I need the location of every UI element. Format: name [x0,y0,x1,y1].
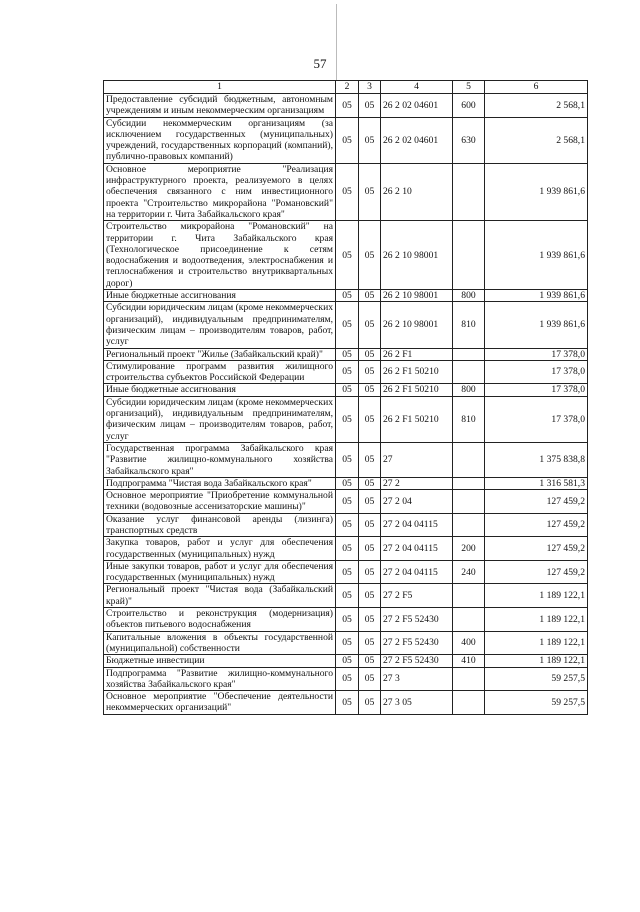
row-expense-type [453,163,485,220]
row-amount: 1 189 122,1 [485,631,588,655]
row-section: 05 [336,667,359,691]
row-expense-type [453,221,485,290]
row-expense-type: 410 [453,655,485,667]
row-name: Строительство микрорайона "Романовский" на территории г. Чита Забайкальского края (Технологическое присоединение к сетям водоснабжения и водоотведения, электроснабжения и теплоснабжения и строительство внутриквартальных дорог) [104,221,336,290]
row-target-article: 27 3 [381,667,453,691]
row-amount: 1 316 581,3 [485,477,588,489]
row-target-article: 26 2 F1 50210 [381,384,453,396]
row-section: 05 [336,655,359,667]
table-row [104,94,588,118]
row-target-article: 27 2 F5 [381,584,453,608]
row-name: Субсидии юридическим лицам (кроме некоммерческих организаций), индивидуальным предпринимателям, физическим лицам – производителям товаров, работ, услуг [104,302,336,348]
table-row [104,537,588,561]
row-amount: 59 257,5 [485,691,588,715]
table-row [104,584,588,608]
table-row [104,655,588,667]
row-name: Иные закупки товаров, работ и услуг для обеспечения государственных (муниципальных) нужд [104,560,336,584]
row-subsection: 05 [359,290,381,302]
row-section: 05 [336,442,359,477]
row-target-article: 27 2 04 04115 [381,560,453,584]
table-row [104,490,588,514]
row-name: Капитальные вложения в объекты государственной (муниципальной) собственности [104,631,336,655]
row-name: Региональный проект "Жилье (Забайкальский край)" [104,348,336,360]
row-amount: 59 257,5 [485,667,588,691]
row-expense-type: 810 [453,302,485,348]
table-header [104,81,588,94]
row-expense-type: 800 [453,384,485,396]
row-subsection: 05 [359,163,381,220]
row-amount: 17 378,0 [485,360,588,384]
row-amount: 2 568,1 [485,94,588,118]
row-target-article: 27 2 F5 52430 [381,655,453,667]
row-target-article: 26 2 F1 50210 [381,360,453,384]
row-section: 05 [336,608,359,632]
row-expense-type: 400 [453,631,485,655]
row-target-article: 26 2 10 98001 [381,302,453,348]
row-subsection: 05 [359,348,381,360]
row-name: Строительство и реконструкция (модернизация) объектов питьевого водоснабжения [104,608,336,632]
row-section: 05 [336,117,359,163]
row-name: Оказание услуг финансовой аренды (лизинга) транспортных средств [104,513,336,537]
row-subsection: 05 [359,221,381,290]
row-expense-type: 240 [453,560,485,584]
row-expense-type [453,477,485,489]
row-amount: 17 378,0 [485,384,588,396]
row-section: 05 [336,477,359,489]
row-subsection: 05 [359,655,381,667]
header-col-name: 1 [104,81,336,94]
header-col-target-article: 4 [381,81,453,94]
row-subsection: 05 [359,608,381,632]
row-target-article: 27 2 F5 52430 [381,631,453,655]
row-subsection: 05 [359,560,381,584]
row-target-article: 27 3 05 [381,691,453,715]
header-col-expense-type: 5 [453,81,485,94]
row-target-article: 27 2 [381,477,453,489]
row-target-article: 26 2 F1 50210 [381,396,453,442]
row-section: 05 [336,348,359,360]
row-name: Государственная программа Забайкальского края "Развитие жилищно-коммунального хозяйства Забайкальского края" [104,442,336,477]
row-amount: 1 939 861,6 [485,290,588,302]
row-name: Подпрограмма "Чистая вода Забайкальского края" [104,477,336,489]
row-target-article: 26 2 10 [381,163,453,220]
row-amount: 1 189 122,1 [485,584,588,608]
row-section: 05 [336,396,359,442]
table-row [104,513,588,537]
row-target-article: 27 2 04 [381,490,453,514]
row-target-article: 27 2 04 04115 [381,513,453,537]
row-expense-type: 600 [453,94,485,118]
budget-table [103,80,588,715]
row-target-article: 26 2 F1 [381,348,453,360]
table-row [104,117,588,163]
row-section: 05 [336,163,359,220]
row-amount: 127 459,2 [485,490,588,514]
row-amount: 1 189 122,1 [485,608,588,632]
row-expense-type [453,513,485,537]
row-target-article: 26 2 02 04601 [381,117,453,163]
row-name: Основное мероприятие "Реализация инфраструктурного проекта, реализуемого в целях обеспечения связанного с ним инвестиционного проекта "Строительство микрорайона "Романовский" на территории г. Чита Забайкальского края" [104,163,336,220]
row-name: Иные бюджетные ассигнования [104,384,336,396]
table-row [104,384,588,396]
row-target-article: 26 2 10 98001 [381,221,453,290]
row-section: 05 [336,290,359,302]
row-amount: 127 459,2 [485,513,588,537]
header-col-amount: 6 [485,81,588,94]
row-name: Региональный проект "Чистая вода (Забайкальский край)" [104,584,336,608]
row-amount: 127 459,2 [485,560,588,584]
row-section: 05 [336,537,359,561]
row-amount: 1 375 838,8 [485,442,588,477]
header-row [104,81,588,94]
row-section: 05 [336,302,359,348]
row-section: 05 [336,221,359,290]
row-amount: 1 939 861,6 [485,221,588,290]
row-name: Субсидии юридическим лицам (кроме некоммерческих организаций), индивидуальным предпринимателям, физическим лицам – производителям товаров, работ, услуг [104,396,336,442]
table-row [104,608,588,632]
table-row [104,667,588,691]
row-expense-type: 630 [453,117,485,163]
row-target-article: 27 2 04 04115 [381,537,453,561]
table-row [104,560,588,584]
row-section: 05 [336,384,359,396]
header-col-subsection: 3 [359,81,381,94]
row-name: Основное мероприятие "Обеспечение деятельности некоммерческих организаций" [104,691,336,715]
row-amount: 17 378,0 [485,348,588,360]
row-subsection: 05 [359,537,381,561]
row-amount: 2 568,1 [485,117,588,163]
row-section: 05 [336,94,359,118]
header-col-section: 2 [336,81,359,94]
row-section: 05 [336,631,359,655]
table-row [104,691,588,715]
row-target-article: 27 2 F5 52430 [381,608,453,632]
table-row [104,631,588,655]
row-subsection: 05 [359,117,381,163]
row-subsection: 05 [359,94,381,118]
table-row [104,221,588,290]
row-subsection: 05 [359,360,381,384]
row-name: Бюджетные инвестиции [104,655,336,667]
row-expense-type [453,360,485,384]
table-row [104,348,588,360]
row-target-article: 26 2 10 98001 [381,290,453,302]
row-target-article: 27 [381,442,453,477]
row-expense-type: 810 [453,396,485,442]
row-expense-type [453,490,485,514]
row-expense-type [453,348,485,360]
row-section: 05 [336,560,359,584]
row-amount: 1 189 122,1 [485,655,588,667]
row-amount: 17 378,0 [485,396,588,442]
row-subsection: 05 [359,691,381,715]
table-row [104,163,588,220]
row-subsection: 05 [359,477,381,489]
row-expense-type [453,442,485,477]
table-body [104,94,588,715]
row-name: Основное мероприятие "Приобретение коммунальной техники (водовозные ассенизаторские машины)" [104,490,336,514]
table-row [104,442,588,477]
row-section: 05 [336,490,359,514]
table-row [104,302,588,348]
row-subsection: 05 [359,490,381,514]
row-expense-type [453,667,485,691]
table-row [104,396,588,442]
page-number: 57 [313,56,327,71]
table-row [104,290,588,302]
row-amount: 1 939 861,6 [485,163,588,220]
row-expense-type [453,608,485,632]
table-row [104,477,588,489]
row-subsection: 05 [359,396,381,442]
row-subsection: 05 [359,667,381,691]
row-expense-type [453,584,485,608]
row-name: Подпрограмма "Развитие жилищно-коммунального хозяйства Забайкальского края" [104,667,336,691]
row-amount: 1 939 861,6 [485,302,588,348]
row-expense-type [453,691,485,715]
row-subsection: 05 [359,584,381,608]
row-section: 05 [336,360,359,384]
row-section: 05 [336,691,359,715]
row-target-article: 26 2 02 04601 [381,94,453,118]
row-subsection: 05 [359,384,381,396]
row-name: Стимулирование программ развития жилищного строительства субъектов Российской Федерации [104,360,336,384]
row-name: Иные бюджетные ассигнования [104,290,336,302]
row-subsection: 05 [359,631,381,655]
row-expense-type: 200 [453,537,485,561]
row-subsection: 05 [359,513,381,537]
row-amount: 127 459,2 [485,537,588,561]
row-name: Предоставление субсидий бюджетным, автономным учреждениям и иным некоммерческим организациям [104,94,336,118]
row-section: 05 [336,513,359,537]
table-row [104,360,588,384]
row-name: Закупка товаров, работ и услуг для обеспечения государственных (муниципальных) нужд [104,537,336,561]
row-expense-type: 800 [453,290,485,302]
row-section: 05 [336,584,359,608]
row-subsection: 05 [359,302,381,348]
row-subsection: 05 [359,442,381,477]
row-name: Субсидии некоммерческим организациям (за исключением государственных (муниципальных) учреждений, государственных корпораций (компаний), публично-правовых компаний) [104,117,336,163]
